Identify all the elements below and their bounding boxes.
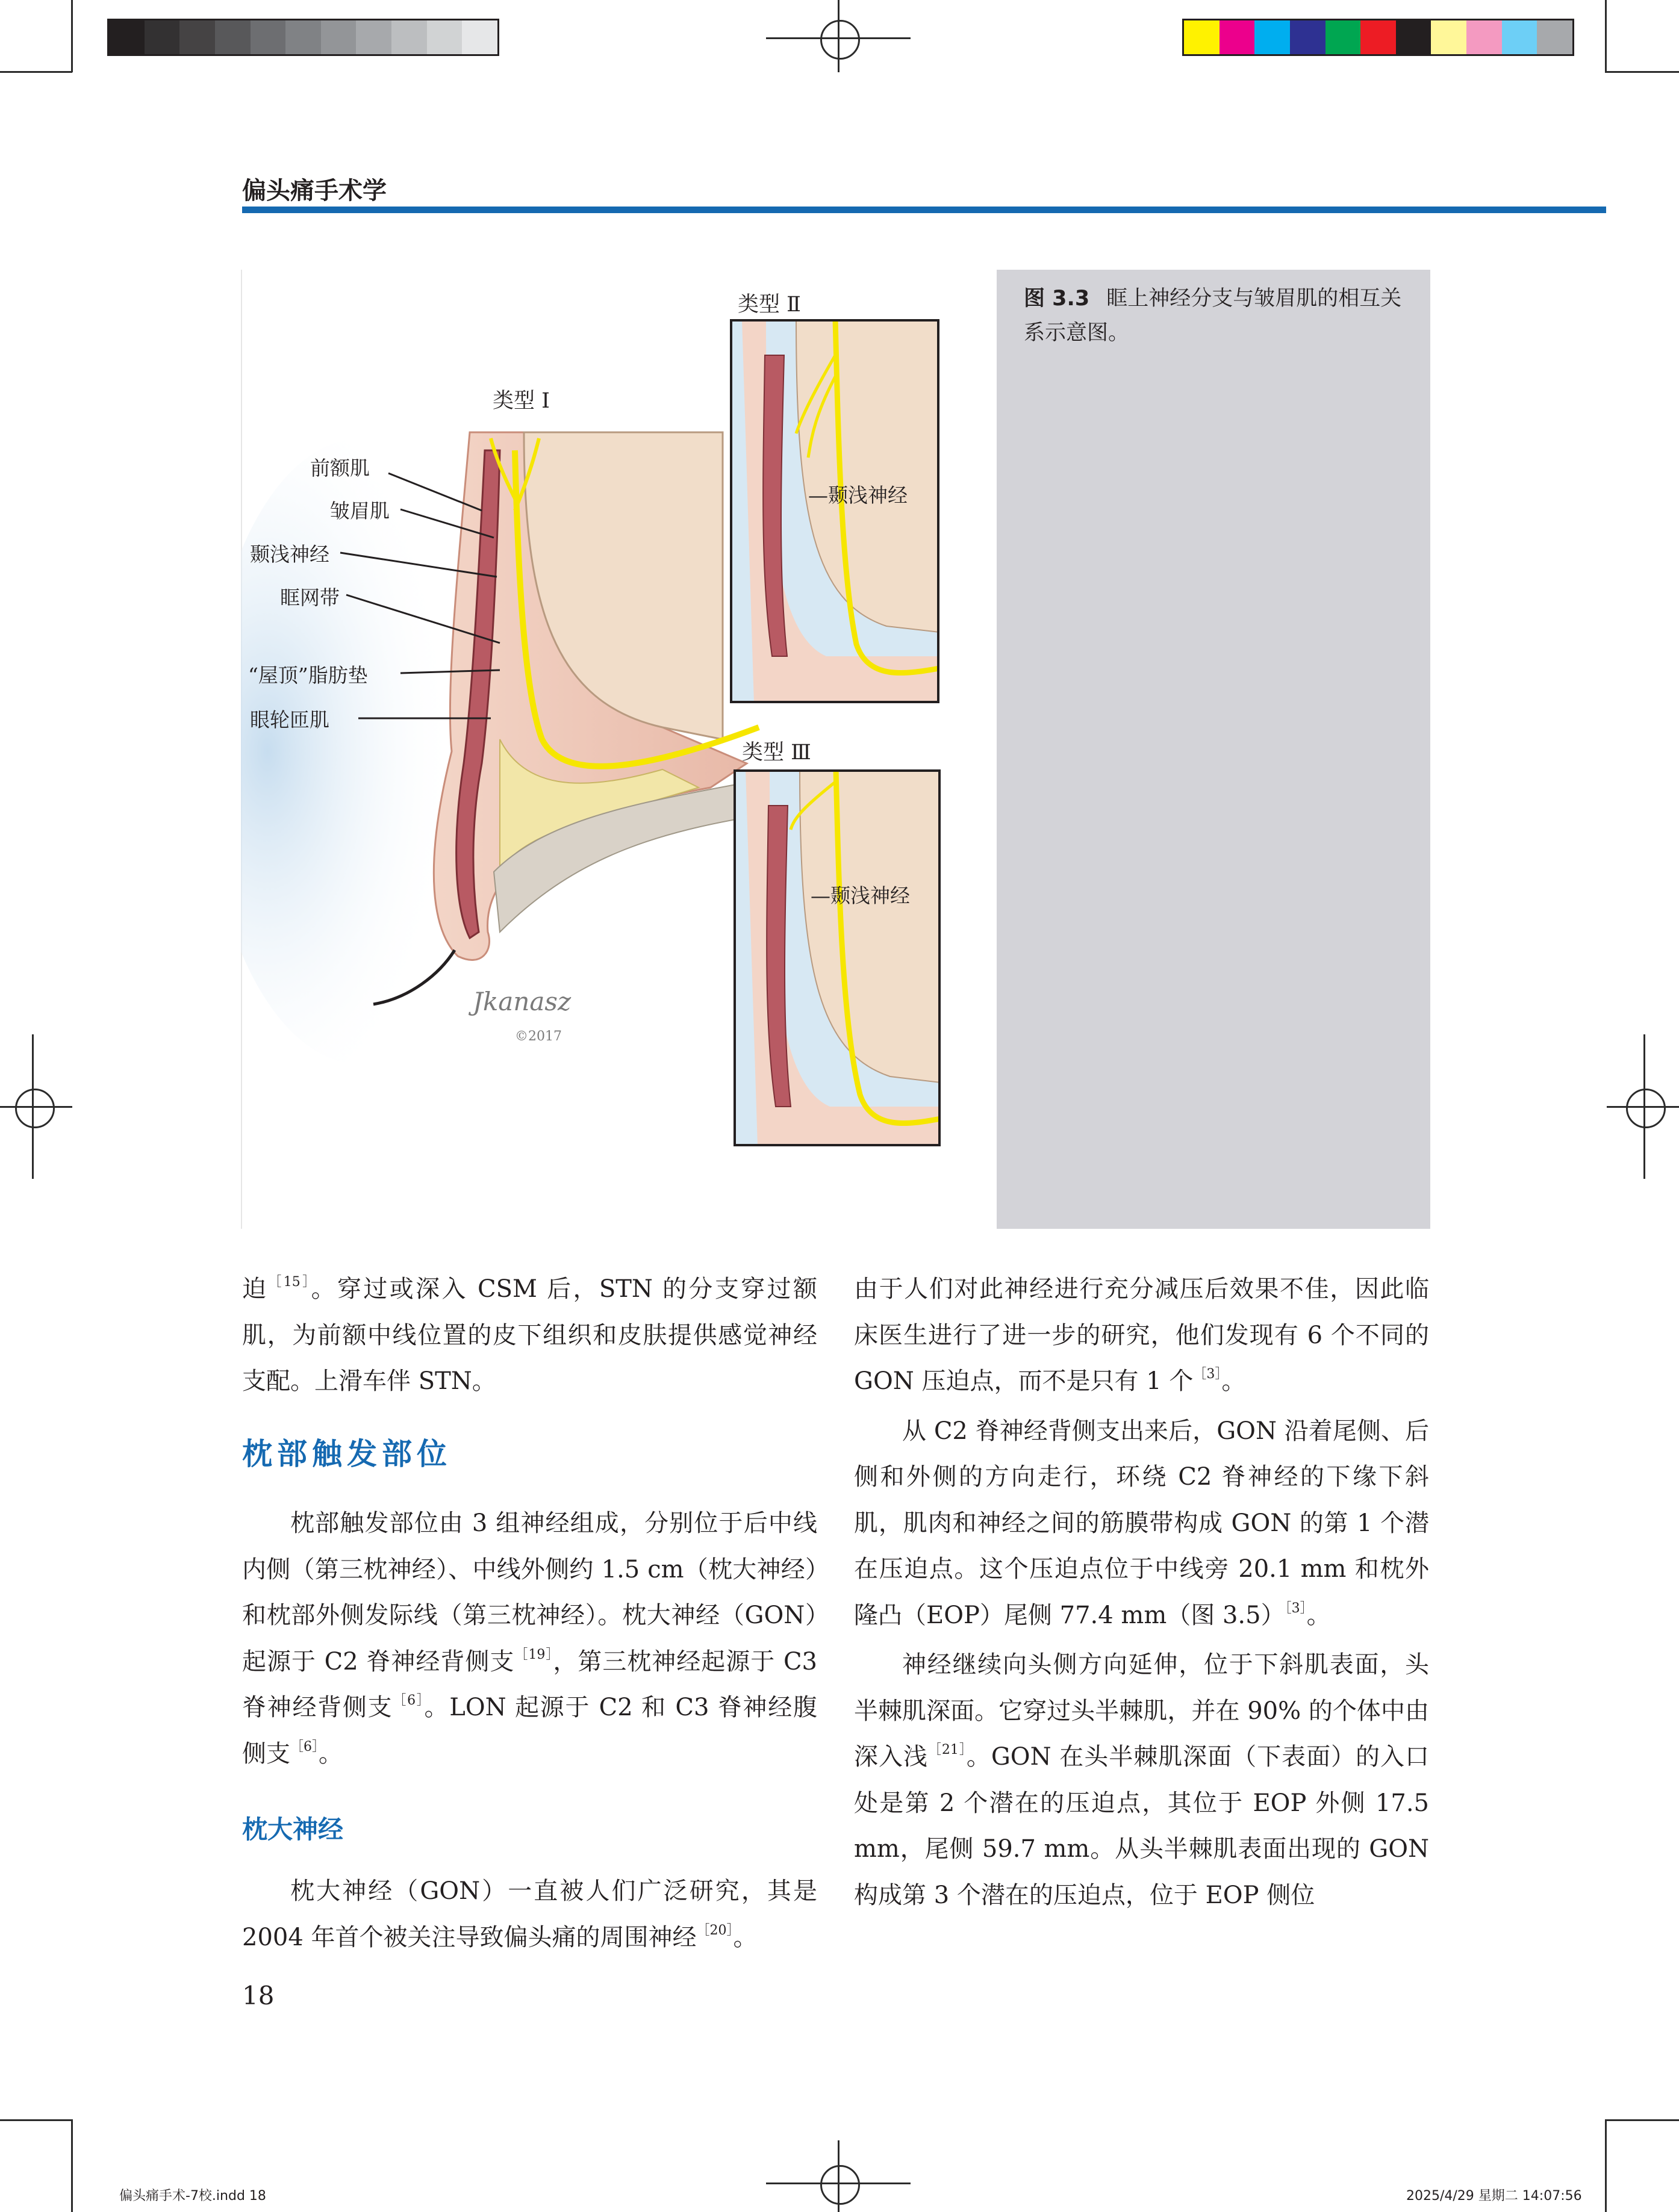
gray-swatch-1 xyxy=(145,20,180,54)
text-segment: 枕大神经（GON）一直被人们广泛研究，其是 2004 年首个被关注导致偏头痛的周围神经 xyxy=(242,1877,817,1951)
label-type3: 类型 Ⅲ xyxy=(742,741,811,765)
color-swatch-8 xyxy=(1466,20,1502,54)
color-swatch-9 xyxy=(1502,20,1537,54)
color-swatch-6 xyxy=(1396,20,1431,54)
caption-number: 图 3.3 xyxy=(1024,287,1090,311)
text-segment: 神经继续向头侧方向延伸，位于下斜肌表面，头半棘肌深面。它穿过头半棘肌，并在 90% 的个体中由深入浅 xyxy=(854,1651,1429,1771)
label-inset3-nerve: —颞浅神经 xyxy=(811,884,910,907)
text-segment: 。 xyxy=(733,1923,758,1951)
label-orbital-band: 眶网带 xyxy=(280,586,340,609)
text-segment: 从 C2 脊神经背侧支出来后，GON 沿着尾侧、后侧和外侧的方向走行，环绕 C2 脊神经的下缘下斜肌，肌肉和神经之间的筋膜带构成 GON 的第 1 个潜在压迫点。这个压迫点位于中线旁 20.1 mm 和枕外隆凸（EOP）尾侧 77.4 mm（图 3.5） xyxy=(854,1417,1429,1629)
inset2-nerve-text: 颞浅神经 xyxy=(828,483,908,507)
color-swatch-0 xyxy=(1184,20,1220,54)
page-number: 18 xyxy=(242,1981,275,2010)
citation: ［21］ xyxy=(927,1742,967,1757)
color-bar xyxy=(1182,19,1574,56)
citation: ［19］ xyxy=(514,1647,553,1662)
gray-swatch-6 xyxy=(321,20,357,54)
text-segment: 由于人们对此神经进行充分减压后效果不佳，因此临床医生进行了进一步的研究，他们发现有 6 个不同的 GON 压迫点，而不是只有 1 个 xyxy=(854,1275,1429,1395)
color-swatch-4 xyxy=(1325,20,1361,54)
color-swatch-5 xyxy=(1360,20,1396,54)
color-swatch-10 xyxy=(1537,20,1572,54)
color-swatch-3 xyxy=(1290,20,1325,54)
citation: ［20］ xyxy=(696,1922,734,1938)
citation: ［3］ xyxy=(1285,1600,1307,1616)
inset-type3 xyxy=(734,769,941,1146)
text-segment: 。 xyxy=(1306,1601,1331,1629)
label-corrugator: 皱眉肌 xyxy=(330,499,390,523)
text-segment: 。 xyxy=(319,1739,343,1768)
gray-swatch-8 xyxy=(391,20,427,54)
heading-gon: 枕大神经 xyxy=(242,1815,344,1844)
text-segment: 迫 xyxy=(242,1275,269,1303)
signature: Jkanasz xyxy=(473,987,572,1016)
figure-caption xyxy=(1024,282,1409,350)
copyright: ©2017 xyxy=(515,1029,562,1044)
text-segment: 。 xyxy=(1221,1367,1246,1395)
text-segment: 。GON 在头半棘肌深面（下表面）的入口处是第 2 个潜在的压迫点，其位于 EOP 外侧 17.5 mm，尾侧 59.7 mm。从头半棘肌表面出现的 GON 构成第 3 个潜在的压迫点，位于 EOP 侧位 xyxy=(854,1743,1429,1909)
gray-swatch-7 xyxy=(356,20,391,54)
right-paragraph-1 xyxy=(854,1266,1429,1918)
citation: ［6］ xyxy=(290,1739,319,1754)
left-paragraph-2 xyxy=(242,1500,817,1777)
gray-swatch-5 xyxy=(285,20,321,54)
left-paragraph-3 xyxy=(242,1868,817,1960)
label-frontalis: 前额肌 xyxy=(310,456,370,480)
slug-left: 偏头痛手术-7校.indd 18 xyxy=(119,2189,266,2204)
gray-swatch-2 xyxy=(179,20,215,54)
caption-text: 眶上神经分支与皱眉肌的相互关系示意图。 xyxy=(1024,287,1402,345)
citation: ［3］ xyxy=(1193,1367,1222,1382)
left-paragraph-1 xyxy=(242,1266,817,1405)
gray-swatch-9 xyxy=(427,20,463,54)
label-type2: 类型 Ⅱ xyxy=(738,293,801,317)
citation: ［6］ xyxy=(393,1693,425,1708)
label-inset2-nerve: —颞浅神经 xyxy=(808,483,908,507)
text-segment: 枕部触发部位由 3 组神经组成，分别位于后中线内侧（第三枕神经）、中线外侧约 1.5 cm（枕大神经）和枕部外侧发际线（第三枕神经）。枕大神经（GON）起源于 C2 脊神经背侧支 xyxy=(242,1509,817,1676)
gray-swatch-4 xyxy=(251,20,286,54)
text-segment: 。穿过或深入 CSM 后，STN 的分支穿过额肌，为前额中线位置的皮下组织和皮肤提供感觉神经支配。上滑车伴 STN。 xyxy=(242,1275,817,1395)
grayscale-bar xyxy=(107,19,499,56)
color-swatch-1 xyxy=(1220,20,1255,54)
label-type1: 类型 Ⅰ xyxy=(493,389,550,413)
gray-swatch-0 xyxy=(109,20,145,54)
citation: ［15］ xyxy=(268,1275,311,1290)
color-swatch-2 xyxy=(1254,20,1290,54)
header-rule xyxy=(242,207,1606,213)
heading-occipital-trigger: 枕部触发部位 xyxy=(242,1436,452,1471)
text-segment: ，第三枕神经起源于 C3 脊神经背侧支 xyxy=(242,1647,818,1721)
inset-type2 xyxy=(730,319,939,703)
color-swatch-7 xyxy=(1431,20,1466,54)
slug-right: 2025/4/29 星期二 14:07:56 xyxy=(1406,2189,1582,2204)
inset3-nerve-text: 颞浅神经 xyxy=(830,884,910,907)
caption-panel xyxy=(997,270,1430,1229)
label-orbicularis: 眼轮匝肌 xyxy=(250,708,329,732)
running-header: 偏头痛手术学 xyxy=(242,177,387,205)
label-roof-fat-pad: “屋顶”脂肪垫 xyxy=(248,663,368,687)
gray-swatch-10 xyxy=(462,20,497,54)
label-temporal-nerve: 颞浅神经 xyxy=(250,542,329,566)
gray-swatch-3 xyxy=(215,20,251,54)
text-segment: 。LON 起源于 C2 和 C3 脊神经腹侧支 xyxy=(242,1694,818,1768)
